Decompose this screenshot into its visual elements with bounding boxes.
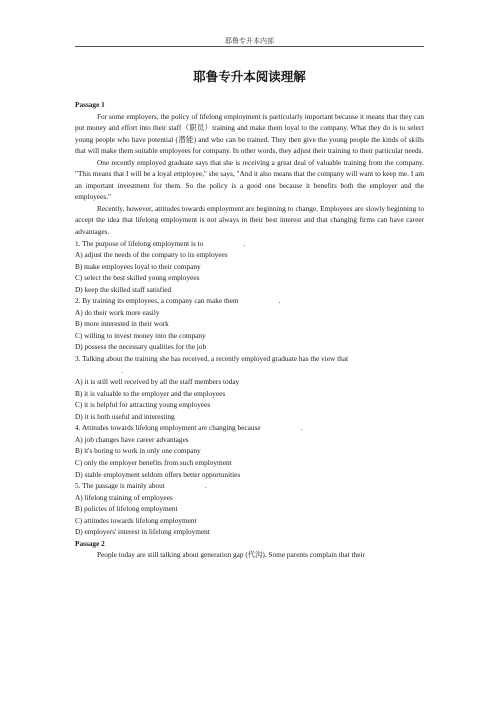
question-2-option-c: C) willing to invest money into the company: [75, 330, 206, 340]
question-2: 2. By training its employees, a company can make them .: [75, 296, 281, 306]
answer-blank: [261, 423, 301, 430]
question-2-option-b: B) more interested in their work: [75, 319, 169, 329]
question-1: 1. The purpose of lifelong employment is to .: [75, 238, 246, 248]
question-4: 4. Attitudes towards lifelong employment are changing because .: [75, 423, 303, 433]
header-divider: [75, 46, 424, 47]
question-2-option-a: A) do their work more easily: [75, 307, 160, 317]
answer-blank: [239, 296, 279, 303]
question-4-option-b: B) it's boring to work in only one company: [75, 446, 201, 456]
question-1-option-c: C) select the best skilled young employees: [75, 273, 200, 283]
question-1-option-b: B) make employees loyal to their company: [75, 261, 201, 271]
question-3: [75, 353, 424, 365]
passage-1-paragraph-1: For some employers, the policy of lifelong employment is particularly important because it means that they can put money and effort into their staff（职员）training and make them loyal to the company. What they do is to select young people who have potential (潜能) and who can be trained. They then give the young people the kinds of skills that will make them suitable employees for company. In other words, they adjust their training to their particular needs.: [75, 111, 424, 156]
question-4-option-d: D) stable employment seldom offers better opportunities: [75, 469, 241, 479]
question-1-option-a: A) adjust the needs of the company to its employees: [75, 250, 228, 260]
question-5-option-a: A) lifelong training of employees: [75, 492, 173, 502]
question-5-option-c: C) attitudes towards lifelong employment: [75, 515, 197, 525]
question-3-option-a: A) it is still well received by all the staff members today: [75, 377, 240, 387]
answer-blank: [165, 481, 205, 488]
document-title: 耶鲁专升本阅读理解: [193, 69, 306, 84]
question-4-stem: 4. Attitudes towards lifelong employment are changing because: [75, 423, 261, 433]
question-3-option-c: C) it is helpful for attracting young employees: [75, 400, 211, 410]
question-3-blank-line: .: [75, 365, 424, 377]
question-1-option-d: D) keep the skilled staff satisfied: [75, 284, 172, 294]
question-5-option-b: B) policies of lifelong employment: [75, 504, 178, 514]
answer-blank: [203, 239, 243, 246]
question-4-option-a: A) job changes have career advantages: [75, 434, 189, 444]
passage-1-heading: Passage 1: [75, 100, 105, 109]
answer-blank: [75, 366, 121, 373]
question-4-option-c: C) only the employer benefits from such employment: [75, 457, 232, 467]
question-5-stem: 5. The passage is mainly about: [75, 481, 165, 491]
question-3-option-b: B) it is valuable to the employer and the employees: [75, 388, 226, 398]
passage-2-heading: Passage 2: [75, 538, 105, 548]
passage-1-paragraph-3: Recently, however, attitudes towards employment are beginning to change. Employees are slowly beginning to accept the idea that lifelong employment is not always in their best interest and that changing firms can have career advantages.: [75, 203, 424, 237]
question-3-option-d: D) it is both useful and interesting: [75, 411, 175, 421]
question-5-option-d: D) employers' interest in lifelong employment: [75, 527, 210, 537]
document-body: [75, 99, 424, 561]
question-3-stem: 3. Talking about the training she has received, a recently employed graduate has the view that: [75, 354, 349, 364]
question-5: 5. The passage is mainly about .: [75, 481, 207, 491]
question-2-stem: 2. By training its employees, a company can make them: [75, 296, 239, 306]
question-1-stem: 1. The purpose of lifelong employment is to: [75, 238, 204, 248]
passage-2-paragraph-1: People today are still talking about generation gap (代沟). Some parents complain that their: [97, 550, 365, 560]
question-2-option-d: D) possess the necessary qualities for the job: [75, 342, 207, 352]
passage-1-paragraph-2: One recently employed graduate says that she is receiving a great deal of valuable training from the company. "This means that I will be a loyal employee," she says, "And it also means that the company will want to keep me. I am an important investment for them. So the policy is a good one because it benefits both the employer and the employees.": [75, 157, 424, 202]
page-header: 耶鲁专升本内部: [225, 37, 274, 45]
